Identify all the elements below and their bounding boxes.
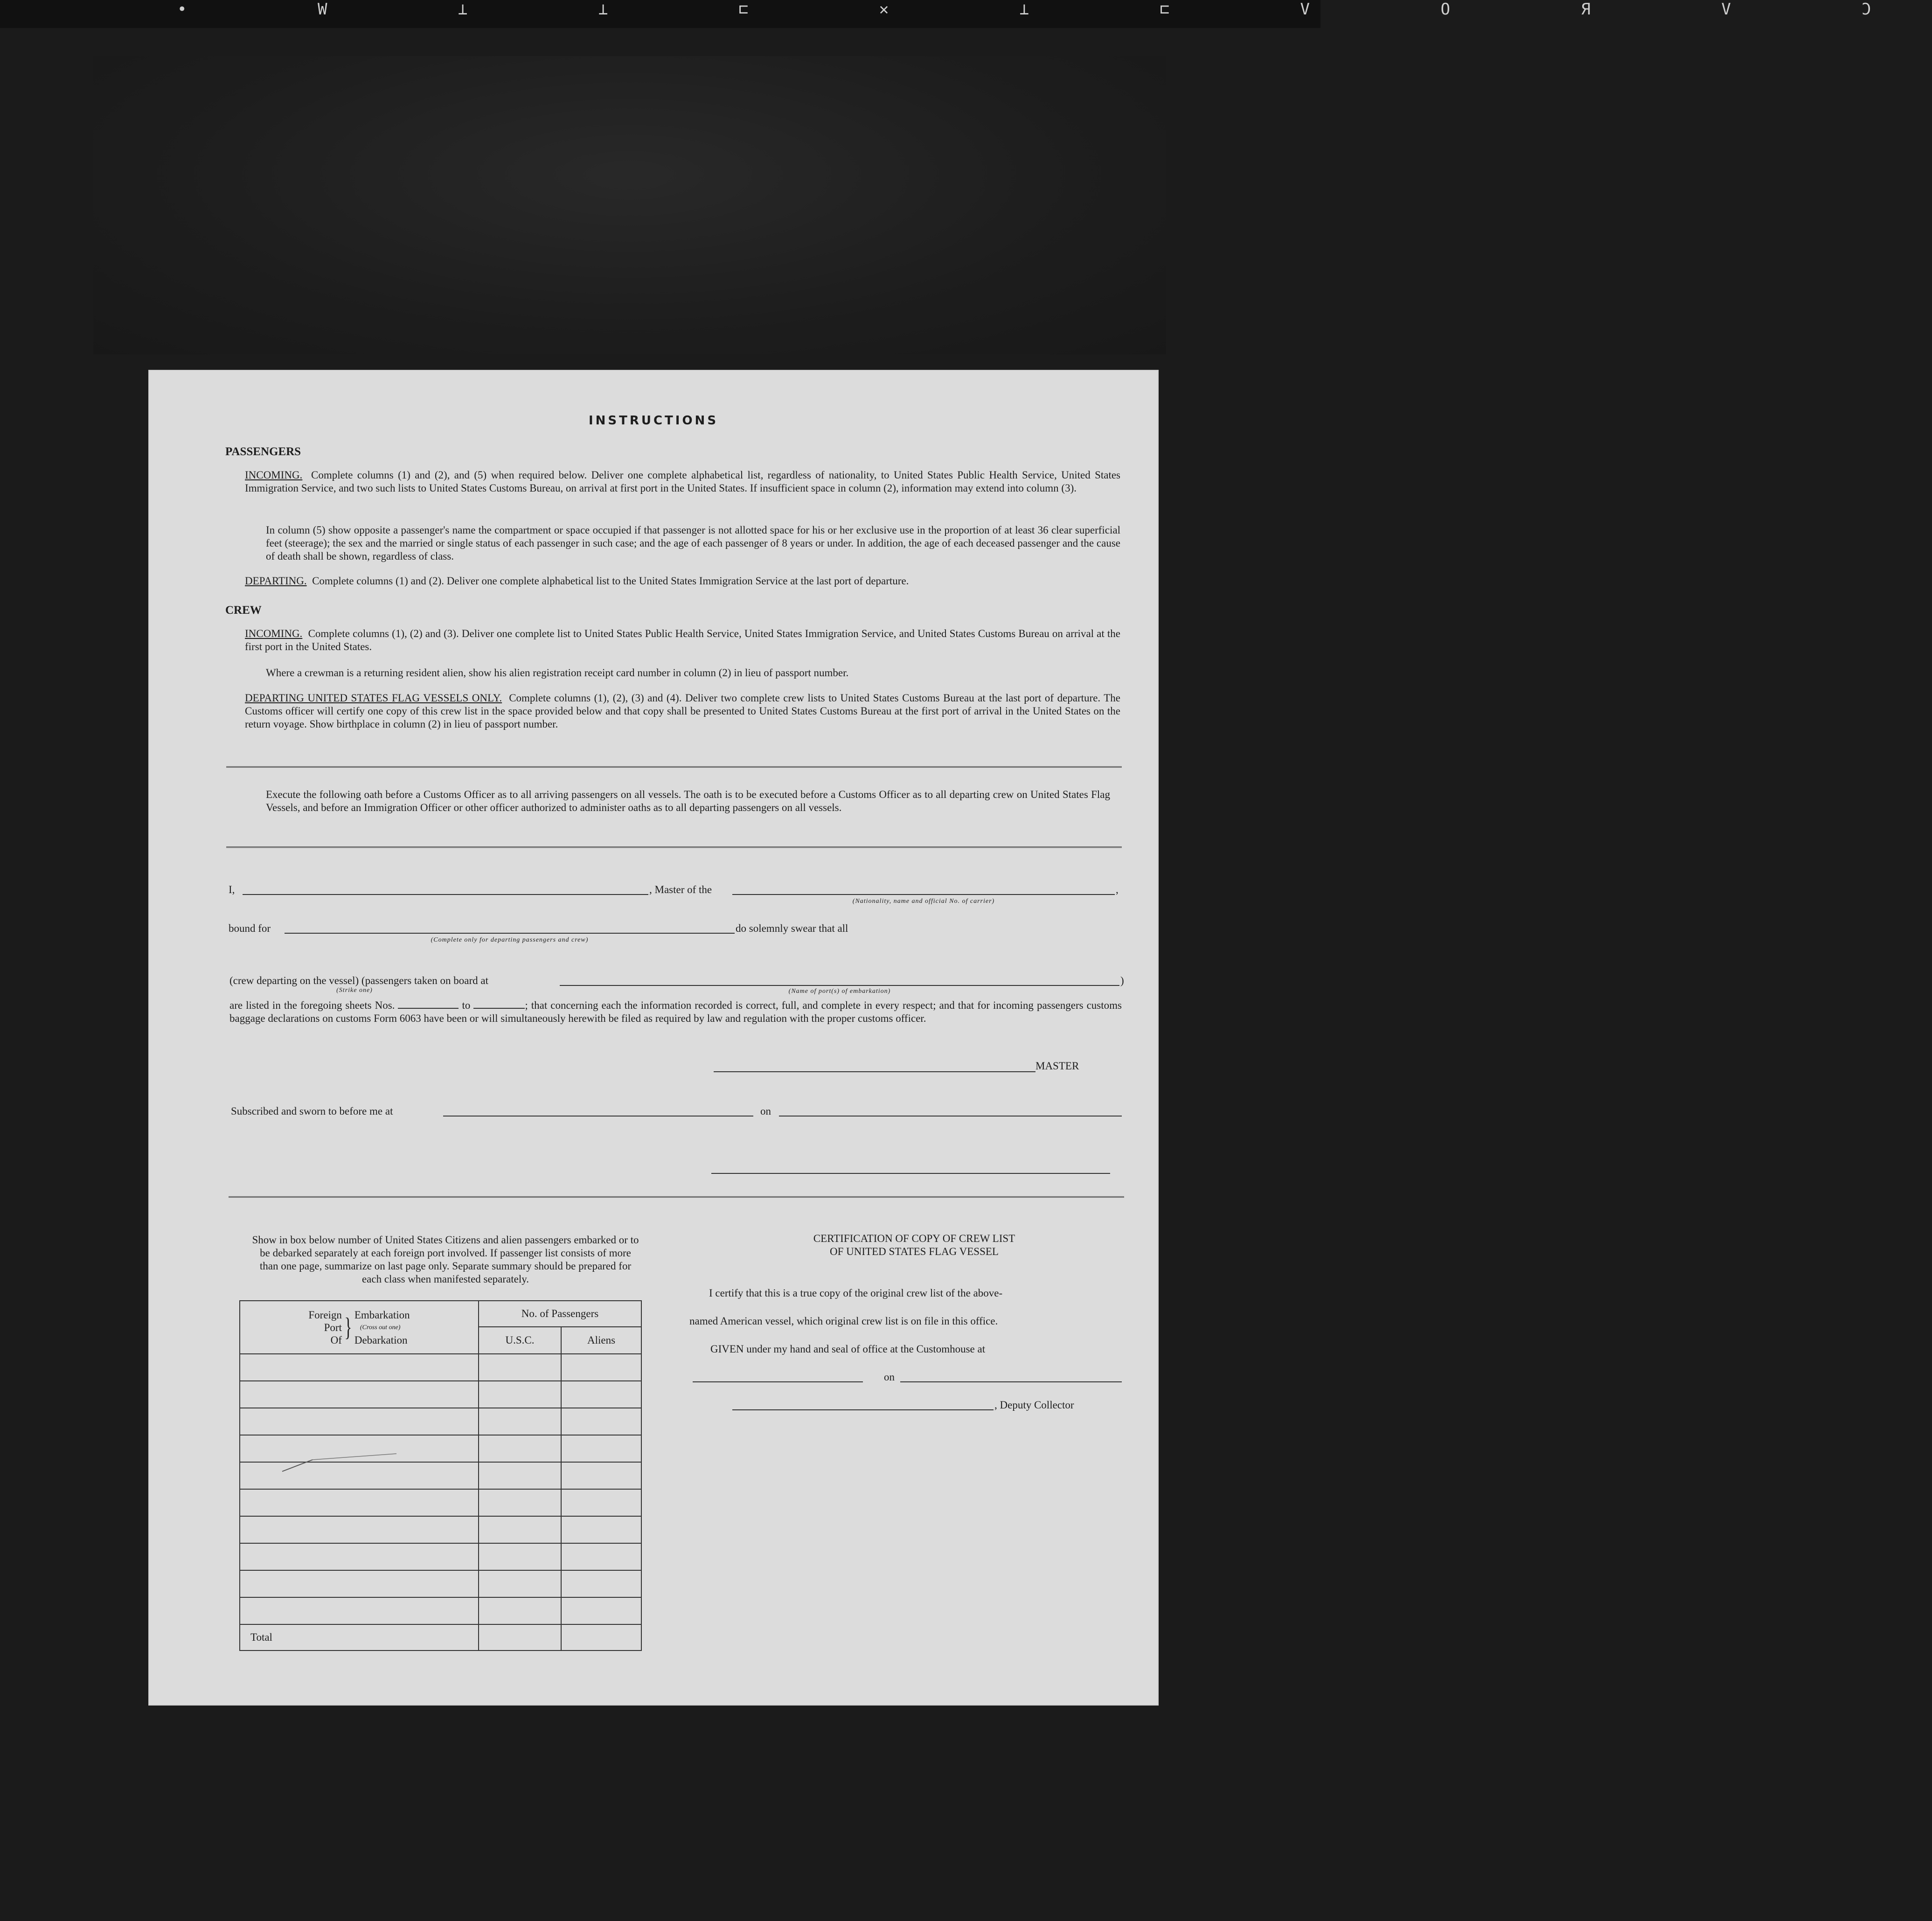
- passengers-departing-paragraph: [245, 575, 1120, 588]
- departing-label: DEPARTING.: [245, 575, 307, 587]
- bound-caption: (Complete only for departing passengers and crew): [431, 936, 589, 943]
- table-cell[interactable]: [240, 1354, 479, 1381]
- sheet-from-field[interactable]: [398, 999, 459, 1009]
- master-of-label: , Master of the: [649, 884, 712, 895]
- master-name-field[interactable]: [243, 894, 648, 895]
- certify-line-2: named American vessel, which original crew list is on file in this office.: [689, 1315, 998, 1327]
- certification-title-2: OF UNITED STATES FLAG VESSEL: [830, 1246, 999, 1257]
- table-cell[interactable]: [240, 1408, 479, 1435]
- document-page: [149, 371, 1158, 1705]
- crew-departing-label: DEPARTING UNITED STATES FLAG VESSELS ONLY.: [245, 692, 502, 704]
- table-cell[interactable]: [479, 1516, 561, 1543]
- table-cell[interactable]: [561, 1570, 641, 1597]
- table-cell[interactable]: [240, 1381, 479, 1408]
- pencil-mark: [280, 1443, 401, 1476]
- subscribed-label: Subscribed and sworn to before me at: [231, 1105, 393, 1117]
- table-cell[interactable]: [479, 1570, 561, 1597]
- strike-caption: (Strike one): [336, 987, 373, 994]
- table-cell[interactable]: [240, 1489, 479, 1516]
- table-cell[interactable]: [479, 1462, 561, 1489]
- table-cell[interactable]: [561, 1597, 641, 1624]
- officer-signature-field[interactable]: [711, 1173, 1110, 1174]
- close-paren: ): [1120, 975, 1124, 986]
- table-cell[interactable]: [240, 1570, 479, 1597]
- table-cell[interactable]: [240, 1516, 479, 1543]
- certify-line-1: I certify that this is a true copy of the original crew list of the above-: [709, 1287, 1003, 1299]
- col-debarkation: Debarkation: [354, 1334, 408, 1346]
- col-cross-out: (Cross out one): [360, 1324, 401, 1331]
- deputy-label: , Deputy Collector: [994, 1399, 1074, 1411]
- summary-instruction: Show in box below number of United States Citizens and alien passengers embarked or to be debarked separately at each foreign port involved. If passenger list consists of more than one page, summarize on last page only. Separate summary should be prepared for each class when manifested separately.: [252, 1234, 639, 1285]
- table-cell[interactable]: [561, 1381, 641, 1408]
- trailing-comma: ,: [1116, 884, 1119, 895]
- table-cell[interactable]: [561, 1462, 641, 1489]
- bound-for-label: bound for: [229, 922, 271, 934]
- divider-rule: [229, 1196, 1124, 1200]
- given-text: GIVEN under my hand and seal of office at the Customhouse at: [710, 1343, 986, 1355]
- crew-incoming-paragraph: [245, 627, 1120, 653]
- table-cell[interactable]: [561, 1435, 641, 1462]
- table-cell[interactable]: [479, 1489, 561, 1516]
- sworn-location-field[interactable]: [443, 1116, 753, 1117]
- table-cell[interactable]: [561, 1354, 641, 1381]
- col-of: Of: [330, 1334, 342, 1346]
- oath-instruction: Execute the following oath before a Customs Officer as to all arriving passengers on all vessels. The oath is to be executed before a Customs Officer as to all departing crew on United States Flag Vessels, and before an Immigration Officer or other officer authorized to administer oaths as to all departing passengers on all vessels.: [266, 789, 1110, 813]
- table-cell[interactable]: [561, 1408, 641, 1435]
- passengers-incoming-paragraph: [245, 469, 1120, 495]
- usc-header: U.S.C.: [479, 1327, 561, 1354]
- brace-glyph: }: [344, 1313, 352, 1342]
- table-cell[interactable]: [479, 1354, 561, 1381]
- table-cell[interactable]: [240, 1543, 479, 1570]
- divider-rule: [226, 766, 1122, 770]
- crew-passengers-text: (crew departing on the vessel) (passengers taken on board at: [229, 975, 488, 986]
- crew-departing-paragraph: [245, 692, 1120, 731]
- master-label: MASTER: [1035, 1060, 1079, 1072]
- table-cell[interactable]: [479, 1435, 561, 1462]
- oath-i-label: I,: [229, 884, 235, 895]
- sworn-on-label: on: [760, 1105, 771, 1117]
- aliens-header: Aliens: [561, 1327, 641, 1354]
- col-embarkation: Embarkation: [354, 1309, 410, 1321]
- table-cell[interactable]: [240, 1597, 479, 1624]
- total-label: Total: [240, 1624, 479, 1651]
- crew-incoming-label: INCOMING.: [245, 628, 303, 639]
- listed-prefix: are listed in the foregoing sheets Nos.: [229, 999, 395, 1011]
- total-usc-cell[interactable]: [479, 1624, 561, 1651]
- swear-text: do solemnly swear that all: [736, 922, 848, 934]
- departing-text: Complete columns (1) and (2). Deliver one complete alphabetical list to the United States Immigration Service at the last port of departure.: [312, 575, 909, 587]
- crew-heading: CREW: [225, 604, 262, 617]
- master-signature-field[interactable]: [714, 1071, 1035, 1072]
- customhouse-field[interactable]: [693, 1381, 863, 1382]
- table-cell[interactable]: [479, 1597, 561, 1624]
- certification-title-1: CERTIFICATION OF COPY OF CREW LIST: [813, 1233, 1015, 1244]
- column5-paragraph: In column (5) show opposite a passenger's name the compartment or space occupied if that passenger is not allotted space for his or her exclusive use in the proportion of at least 36 clear superficial feet (steerage); the sex and the married or single status of each passenger in such case; and the age of each passenger of 8 years or under. In addition, the age of each deceased passenger and the cause of death shall be shown, regardless of class.: [266, 524, 1120, 562]
- passengers-heading: PASSENGERS: [225, 445, 301, 458]
- crew-resident-paragraph: Where a crewman is a returning resident alien, show his alien registration receipt card number in column (2) in lieu of passport number.: [266, 667, 849, 679]
- embark-caption: (Name of port(s) of embarkation): [788, 988, 891, 995]
- instructions-title: INSTRUCTIONS: [588, 414, 719, 428]
- film-edge: [0, 0, 1932, 28]
- table-cell[interactable]: [561, 1543, 641, 1570]
- no-passengers-header: No. of Passengers: [479, 1301, 641, 1327]
- background-bleedthrough: [93, 56, 1166, 354]
- carrier-field[interactable]: [732, 894, 1115, 895]
- crew-incoming-text: Complete columns (1), (2) and (3). Deliver one complete list to United States Public Health Service, United States Immigration Service, and United States Customs Bureau on arrival at the first port in the United States.: [245, 628, 1120, 652]
- table-cell[interactable]: [479, 1381, 561, 1408]
- cert-on-label: on: [884, 1371, 895, 1383]
- table-cell[interactable]: [561, 1516, 641, 1543]
- embarkation-port-field[interactable]: [560, 985, 1119, 986]
- table-cell[interactable]: [561, 1489, 641, 1516]
- table-cell[interactable]: [479, 1408, 561, 1435]
- deputy-signature-field[interactable]: [732, 1409, 994, 1410]
- oath-listed-paragraph: [229, 999, 1122, 1025]
- col-foreign: Foreign: [308, 1309, 342, 1321]
- listed-rest: ; that concerning each the information recorded is correct, full, and complete in every respect; and that for incoming passengers customs baggage declarations on customs Form 6063 have been or will simultaneously herewith be filed as required by law and regulation with the proper customs officer.: [229, 999, 1122, 1024]
- crew-departing-text: Complete columns (1), (2), (3) and (4). Deliver two complete crew lists to United States Customs Bureau at the last port of departure. The Customs officer will certify one copy of this crew list in the space provided below and that copy shall be presented to United States Customs Bureau at the first port of arrival in the United States on the return voyage. Show birthplace in column (2) in lieu of passport number.: [245, 692, 1121, 730]
- incoming-label: INCOMING.: [245, 469, 303, 481]
- total-aliens-cell[interactable]: [561, 1624, 641, 1651]
- sworn-date-field[interactable]: [779, 1116, 1122, 1117]
- incoming-text: Complete columns (1) and (2), and (5) when required below. Deliver one complete alphabetical list, regardless of nationality, to United States Public Health Service, United States Immigration Service, and two such lists to United States Customs Bureau, on arrival at first port in the United States. If insufficient space in column (2), information may extend into column (3).: [245, 469, 1121, 494]
- sheet-to-field[interactable]: [473, 999, 525, 1009]
- certification-date-field[interactable]: [900, 1381, 1122, 1382]
- listed-to: to: [462, 999, 471, 1011]
- port-header-cell: [240, 1301, 479, 1354]
- film-edge-marks: • W ⊥ ⊥ ⊏ ✕ ⊥ ⊏ V O Я V Ɔ: [177, 0, 1932, 19]
- carrier-caption: (Nationality, name and official No. of carrier): [852, 898, 995, 905]
- col-port: Port: [324, 1321, 342, 1333]
- divider-rule: [226, 846, 1122, 850]
- bound-for-field[interactable]: [285, 933, 735, 934]
- table-cell[interactable]: [479, 1543, 561, 1570]
